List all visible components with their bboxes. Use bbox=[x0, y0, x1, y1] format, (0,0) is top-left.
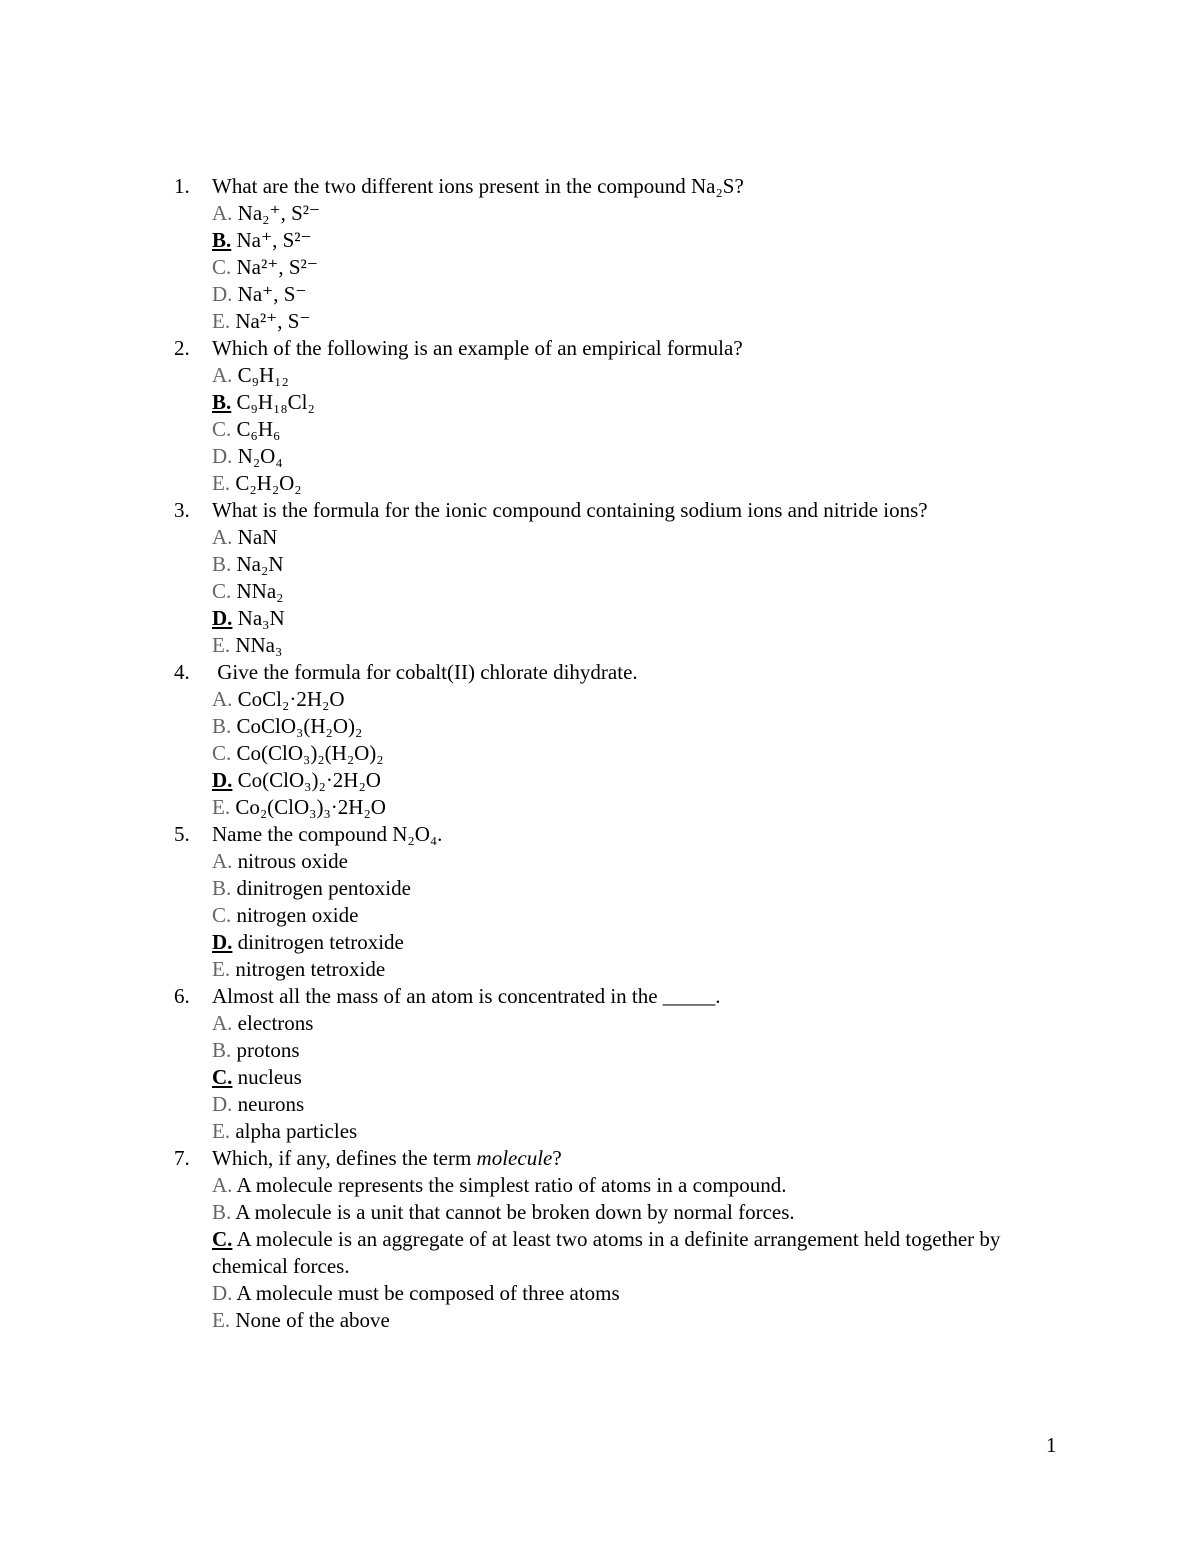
choice-text: Na⁺, S⁻ bbox=[237, 282, 307, 306]
choice-letter: C. bbox=[212, 417, 232, 441]
choice-letter: A. bbox=[212, 687, 233, 711]
question-prompt: Give the formula for cobalt(II) chlorate dihydrate. bbox=[212, 660, 638, 684]
choice-letter: E. bbox=[212, 633, 231, 657]
choice-e bbox=[212, 470, 1054, 497]
choice-b bbox=[212, 551, 1054, 578]
choice-letter-correct: B. bbox=[212, 228, 232, 252]
choice-c bbox=[212, 1064, 1054, 1091]
choice-text: CoCl₂·2H₂O bbox=[237, 687, 345, 711]
choice-text: Na₂N bbox=[236, 552, 284, 576]
choice-b bbox=[212, 713, 1054, 740]
choice-text: C₂H₂O₂ bbox=[235, 471, 302, 495]
choice-letter: C. bbox=[212, 903, 232, 927]
question-prompt: Almost all the mass of an atom is concentrated in the _____. bbox=[212, 984, 721, 1008]
choice-text: A molecule is an aggregate of at least two atoms in a definite arrangement held together by chemical forces. bbox=[212, 1227, 1001, 1278]
choice-d bbox=[212, 281, 1054, 308]
choice-letter: B. bbox=[212, 1200, 232, 1224]
choice-letter-correct: C. bbox=[212, 1065, 233, 1089]
choice-letter: A. bbox=[212, 1011, 233, 1035]
choice-b bbox=[212, 1037, 1054, 1064]
question-2 bbox=[174, 335, 1054, 497]
choice-d bbox=[212, 767, 1054, 794]
choice-c bbox=[212, 902, 1054, 929]
choice-e bbox=[212, 1118, 1054, 1145]
choice-c bbox=[212, 254, 1054, 281]
choice-a bbox=[212, 686, 1054, 713]
choice-letter: C. bbox=[212, 741, 232, 765]
choice-a bbox=[212, 524, 1054, 551]
choice-text: Na⁺, S²⁻ bbox=[236, 228, 312, 252]
choice-letter-correct: D. bbox=[212, 930, 233, 954]
choice-letter: E. bbox=[212, 957, 231, 981]
question-number: 3. bbox=[174, 498, 190, 522]
choice-letter: E. bbox=[212, 1308, 231, 1332]
choice-list bbox=[174, 686, 1054, 821]
choice-text: Co₂(ClO₃)₃·2H₂O bbox=[235, 795, 386, 819]
choice-text: Na₃N bbox=[237, 606, 285, 630]
question-prompt bbox=[212, 1145, 562, 1172]
question-7 bbox=[174, 1145, 1054, 1334]
choice-letter: B. bbox=[212, 1038, 232, 1062]
page-number: 1 bbox=[1046, 1433, 1057, 1457]
choice-text: C₉H₁₈Cl₂ bbox=[236, 390, 315, 414]
choice-text: alpha particles bbox=[235, 1119, 358, 1143]
choice-text: protons bbox=[236, 1038, 300, 1062]
choice-text: Na²⁺, S²⁻ bbox=[236, 255, 318, 279]
choice-list bbox=[174, 1010, 1054, 1145]
choice-d bbox=[212, 1091, 1054, 1118]
choice-b bbox=[212, 227, 1054, 254]
choice-b bbox=[212, 1199, 1054, 1226]
choice-e bbox=[212, 1307, 1054, 1334]
question-prompt: What are the two different ions present in the compound Na₂S? bbox=[212, 174, 744, 198]
question-number: 6. bbox=[174, 984, 190, 1008]
choice-letter: E. bbox=[212, 1119, 231, 1143]
prompt-term: molecule bbox=[476, 1146, 553, 1170]
choice-c bbox=[212, 740, 1054, 767]
choice-letter-correct: D. bbox=[212, 606, 233, 630]
choice-letter: A. bbox=[212, 525, 233, 549]
choice-text: nucleus bbox=[237, 1065, 302, 1089]
choice-c bbox=[212, 1226, 1012, 1280]
choice-text: C₉H₁₂ bbox=[237, 363, 289, 387]
choice-text: neurons bbox=[237, 1092, 305, 1116]
choice-letter: A. bbox=[212, 849, 233, 873]
choice-b bbox=[212, 875, 1054, 902]
choice-letter: E. bbox=[212, 309, 231, 333]
choice-text: nitrogen tetroxide bbox=[235, 957, 386, 981]
question-number: 2. bbox=[174, 336, 190, 360]
choice-letter: D. bbox=[212, 1281, 233, 1305]
choice-letter: E. bbox=[212, 795, 231, 819]
choice-text: Co(ClO₃)₂(H₂O)₂ bbox=[236, 741, 384, 765]
choice-a bbox=[212, 362, 1054, 389]
choice-text: NNa₂ bbox=[236, 579, 284, 603]
choice-letter: D. bbox=[212, 282, 233, 306]
choice-d bbox=[212, 605, 1054, 632]
choice-list bbox=[174, 848, 1054, 983]
choice-a bbox=[212, 848, 1054, 875]
question-3 bbox=[174, 497, 1054, 659]
question-5 bbox=[174, 821, 1054, 983]
choice-text: nitrogen oxide bbox=[236, 903, 359, 927]
choice-text: N₂O₄ bbox=[237, 444, 283, 468]
choice-list bbox=[174, 1172, 1054, 1334]
question-1 bbox=[174, 173, 1054, 335]
choice-d bbox=[212, 929, 1054, 956]
choice-text: Na₂⁺, S²⁻ bbox=[237, 201, 321, 225]
choice-a bbox=[212, 200, 1054, 227]
question-prompt: Which of the following is an example of an empirical formula? bbox=[212, 336, 743, 360]
choice-e bbox=[212, 308, 1054, 335]
choice-text: NNa₃ bbox=[235, 633, 283, 657]
choice-text: dinitrogen pentoxide bbox=[236, 876, 411, 900]
choice-letter-correct: C. bbox=[212, 1227, 233, 1251]
choice-text: CoClO₃(H₂O)₂ bbox=[236, 714, 363, 738]
question-number: 7. bbox=[174, 1146, 190, 1170]
choice-list bbox=[174, 362, 1054, 497]
choice-d bbox=[212, 443, 1054, 470]
choice-e bbox=[212, 956, 1054, 983]
choice-list bbox=[174, 200, 1054, 335]
question-list bbox=[174, 173, 1054, 1334]
choice-c bbox=[212, 578, 1054, 605]
choice-text: None of the above bbox=[235, 1308, 390, 1332]
question-prompt: Name the compound N₂O₄. bbox=[212, 822, 443, 846]
choice-e bbox=[212, 794, 1054, 821]
choice-d bbox=[212, 1280, 1054, 1307]
choice-text: Co(ClO₃)₂·2H₂O bbox=[237, 768, 381, 792]
choice-letter: A. bbox=[212, 1173, 233, 1197]
choice-text: nitrous oxide bbox=[237, 849, 348, 873]
question-number: 1. bbox=[174, 174, 190, 198]
choice-letter-correct: B. bbox=[212, 390, 232, 414]
choice-text: C₆H₆ bbox=[236, 417, 281, 441]
choice-letter-correct: D. bbox=[212, 768, 233, 792]
choice-e bbox=[212, 632, 1054, 659]
question-number: 5. bbox=[174, 822, 190, 846]
choice-letter: B. bbox=[212, 552, 232, 576]
choice-letter: C. bbox=[212, 579, 232, 603]
choice-c bbox=[212, 416, 1054, 443]
choice-text: NaN bbox=[237, 525, 278, 549]
choice-letter: E. bbox=[212, 471, 231, 495]
choice-letter: D. bbox=[212, 1092, 233, 1116]
choice-letter: D. bbox=[212, 444, 233, 468]
choice-a bbox=[212, 1010, 1054, 1037]
prompt-text: ? bbox=[552, 1146, 562, 1170]
choice-list bbox=[174, 524, 1054, 659]
question-6 bbox=[174, 983, 1054, 1145]
choice-text: dinitrogen tetroxide bbox=[237, 930, 404, 954]
prompt-text: Which, if any, defines the term bbox=[212, 1146, 477, 1170]
choice-letter: B. bbox=[212, 714, 232, 738]
choice-letter: B. bbox=[212, 876, 232, 900]
question-number: 4. bbox=[174, 660, 190, 684]
choice-text: A molecule is a unit that cannot be broken down by normal forces. bbox=[235, 1200, 795, 1224]
choice-text: A molecule represents the simplest ratio of atoms in a compound. bbox=[236, 1173, 787, 1197]
choice-text: A molecule must be composed of three atoms bbox=[236, 1281, 620, 1305]
choice-text: electrons bbox=[237, 1011, 314, 1035]
choice-a bbox=[212, 1172, 1054, 1199]
choice-letter: C. bbox=[212, 255, 232, 279]
choice-letter: A. bbox=[212, 363, 233, 387]
choice-text: Na²⁺, S⁻ bbox=[235, 309, 311, 333]
choice-b bbox=[212, 389, 1054, 416]
question-prompt: What is the formula for the ionic compound containing sodium ions and nitride ions? bbox=[212, 498, 928, 522]
choice-letter: A. bbox=[212, 201, 233, 225]
question-4 bbox=[174, 659, 1054, 821]
